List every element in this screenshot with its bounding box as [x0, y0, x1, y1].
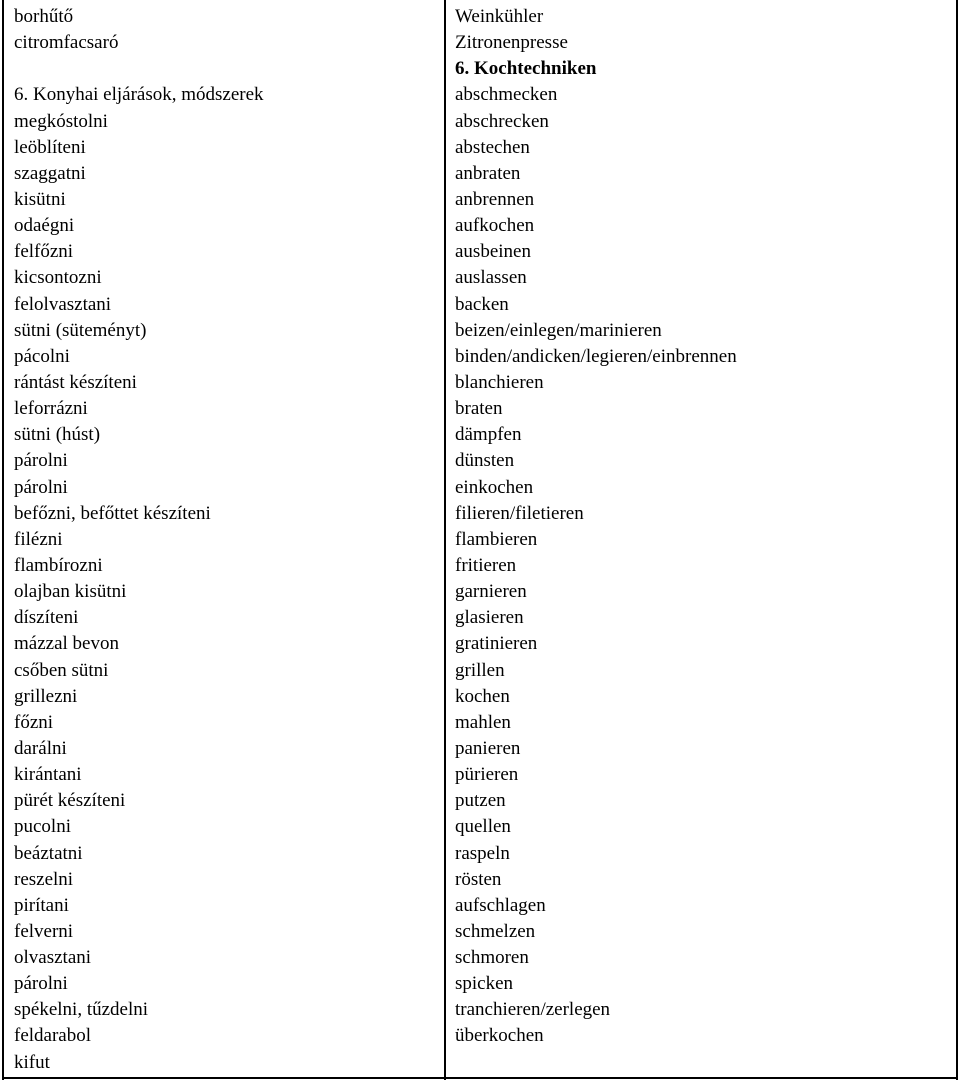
- list-item: párolni: [14, 476, 68, 498]
- list-item: grillen: [455, 659, 505, 681]
- list-item: garnieren: [455, 581, 527, 603]
- list-item: rántást készíteni: [14, 371, 137, 393]
- list-item: pürét készíteni: [14, 790, 126, 812]
- list-item: odaégni: [14, 215, 75, 237]
- hungarian-column: [14, 4, 434, 1076]
- list-item: kifut: [14, 1051, 50, 1073]
- list-item: gratinieren: [455, 633, 538, 655]
- list-item: grillezni: [14, 685, 78, 707]
- list-item: pürieren: [455, 764, 519, 786]
- list-item: binden/andicken/legieren/einbrennen: [455, 345, 737, 367]
- list-item: Weinkühler: [455, 6, 544, 27]
- list-item: leöblíteni: [14, 136, 86, 158]
- list-item: rösten: [455, 868, 502, 890]
- section-heading: 6. Kochtechniken: [455, 58, 597, 80]
- list-item: filézni: [14, 528, 63, 550]
- list-item: főzni: [14, 711, 54, 733]
- spacer: [14, 56, 434, 82]
- list-item: pirítani: [14, 894, 69, 916]
- list-item: auslassen: [455, 267, 527, 289]
- table-border-bottom: [2, 1077, 958, 1079]
- list-item: olvasztani: [14, 947, 92, 969]
- list-item: glasieren: [455, 607, 524, 629]
- list-item: kirántani: [14, 764, 82, 786]
- list-item: párolni: [14, 973, 68, 995]
- list-item: mahlen: [455, 711, 511, 733]
- list-item: flambieren: [455, 528, 538, 550]
- list-item: beizen/einlegen/marinieren: [455, 319, 662, 341]
- list-item: filieren/filetieren: [455, 502, 584, 524]
- list-item: schmelzen: [455, 920, 536, 942]
- list-item: dämpfen: [455, 424, 522, 446]
- german-column: [455, 4, 950, 1050]
- list-item: leforrázni: [14, 398, 88, 420]
- list-item: spékelni, tűzdelni: [14, 999, 149, 1021]
- list-item: feldarabol: [14, 1025, 92, 1047]
- list-item: sütni (húst): [14, 424, 101, 446]
- list-item: ausbeinen: [455, 241, 531, 263]
- list-item: mázzal bevon: [14, 633, 119, 655]
- list-item: quellen: [455, 816, 511, 838]
- list-item: abstechen: [455, 136, 530, 158]
- list-item: putzen: [455, 790, 506, 812]
- list-item: kisütni: [14, 188, 66, 210]
- list-item: raspeln: [455, 842, 510, 864]
- list-item: panieren: [455, 737, 521, 759]
- list-item: backen: [455, 293, 509, 315]
- list-item: reszelni: [14, 868, 74, 890]
- list-item: kicsontozni: [14, 267, 102, 289]
- table-border-left: [2, 0, 4, 1080]
- list-item: einkochen: [455, 476, 534, 498]
- table-border-right: [956, 0, 958, 1080]
- list-item: überkochen: [455, 1025, 544, 1047]
- list-item: beáztatni: [14, 842, 83, 864]
- list-item: csőben sütni: [14, 659, 109, 681]
- list-item: schmoren: [455, 947, 529, 969]
- list-item: borhűtő: [14, 6, 74, 27]
- list-item: aufschlagen: [455, 894, 546, 916]
- list-item: fritieren: [455, 554, 517, 576]
- list-item: anbrennen: [455, 188, 535, 210]
- list-item: olajban kisütni: [14, 581, 127, 603]
- section-heading: 6. Konyhai eljárások, módszerek: [14, 84, 264, 106]
- list-item: szaggatni: [14, 162, 86, 184]
- list-item: spicken: [455, 973, 514, 995]
- list-item: Zitronenpresse: [455, 32, 568, 54]
- list-item: párolni: [14, 450, 68, 472]
- list-item: aufkochen: [455, 215, 535, 237]
- list-item: darálni: [14, 737, 67, 759]
- list-item: felfőzni: [14, 241, 74, 263]
- list-item: abschmecken: [455, 84, 558, 106]
- list-item: megkóstolni: [14, 110, 108, 132]
- list-item: dünsten: [455, 450, 515, 472]
- list-item: pácolni: [14, 345, 70, 367]
- list-item: blanchieren: [455, 371, 544, 393]
- table-column-divider: [444, 0, 446, 1080]
- list-item: flambírozni: [14, 554, 103, 576]
- list-item: abschrecken: [455, 110, 549, 132]
- list-item: befőzni, befőttet készíteni: [14, 502, 211, 524]
- list-item: díszíteni: [14, 607, 79, 629]
- list-item: anbraten: [455, 162, 521, 184]
- list-item: braten: [455, 398, 503, 420]
- list-item: felolvasztani: [14, 293, 112, 315]
- list-item: citromfacsaró: [14, 32, 119, 54]
- list-item: sütni (süteményt): [14, 319, 147, 341]
- list-item: kochen: [455, 685, 510, 707]
- list-item: pucolni: [14, 816, 71, 838]
- list-item: tranchieren/zerlegen: [455, 999, 611, 1021]
- list-item: felverni: [14, 920, 74, 942]
